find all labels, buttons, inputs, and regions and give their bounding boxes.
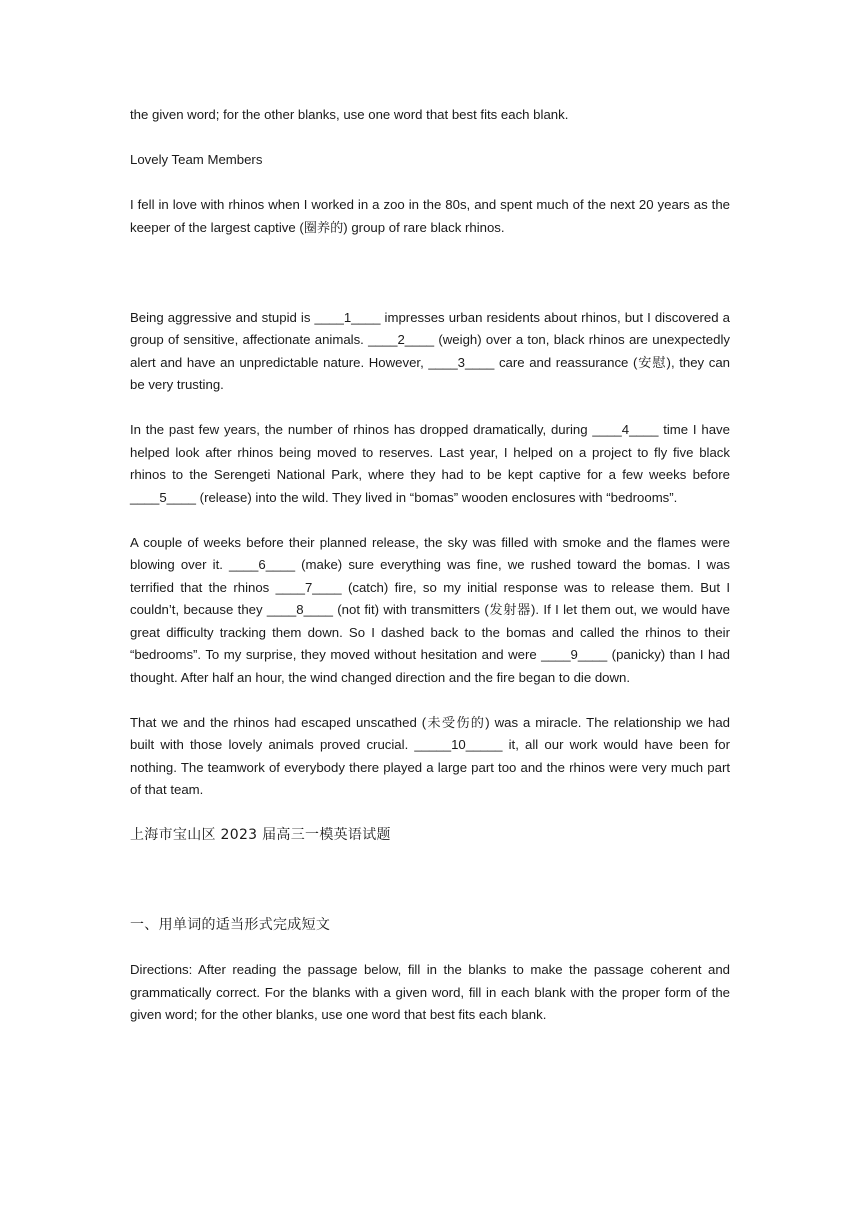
- paragraph-5: That we and the rhinos had escaped unscathed (未受伤的) was a miracle. The relationship we had built with those lovely animals proved crucial. _____10_____ it, all our work would have been for nothing. The teamwork of everybody there played a large part too and the rhinos were very much part of that team.: [130, 714, 730, 797]
- passage-title: Lovely Team Members: [130, 152, 263, 167]
- paragraph-2: Being aggressive and stupid is ____1____ impresses urban residents about rhinos, but I discovered a group of sensitive, affectionate animals. ____2____ (weigh) over a ton, black rhinos are unexpectedly alert and have an unpredictable nature. However, ____3____ care and reassurance (安慰), they can be very trusting.: [130, 309, 730, 392]
- directions: Directions: After reading the passage below, fill in the blanks to make the passage coherent and grammatically correct. For the blanks with a given word, fill in each blank with the proper form of the given word; for the other blanks, use one word that best fits each blank.: [130, 962, 730, 1022]
- document-page: [130, 104, 730, 1049]
- exam-title: 上海市宝山区 2023 届高三一模英语试题: [130, 827, 391, 843]
- paragraph-4: A couple of weeks before their planned release, the sky was filled with smoke and the flames were blowing over it. ____6____ (make) sure everything was fine, we rushed toward the bomas. I was terrified that the rhinos ____7____ (catch) fire, so my initial response was to release them. But I couldn’t, because they ____8____ (not fit) with transmitters (发射器). If I let them out, we would have great difficulty tracking them down. So I dashed back to the bomas and called the rhinos to their “bedrooms”. To my surprise, they moved without hesitation and were ____9____ (panicky) than I had thought. After half an hour, the wind changed direction and the fire began to die down.: [130, 534, 730, 685]
- paragraph-3: In the past few years, the number of rhinos has dropped dramatically, during ____4____ time I have helped look after rhinos being moved to reserves. Last year, I helped on a project to fly five black rhinos to the Serengeti National Park, where they had to be kept captive for a few weeks before ____5____ (release) into the wild. They lived in “bomas” wooden enclosures with “bedrooms”.: [130, 422, 730, 505]
- lead-fragment: the given word; for the other blanks, use one word that best fits each blank.: [130, 107, 569, 122]
- section-heading: 一、用单词的适当形式完成短文: [130, 917, 331, 933]
- paragraph-1: I fell in love with rhinos when I worked in a zoo in the 80s, and spent much of the next 20 years as the keeper of the largest captive (圈养的) group of rare black rhinos.: [130, 197, 730, 235]
